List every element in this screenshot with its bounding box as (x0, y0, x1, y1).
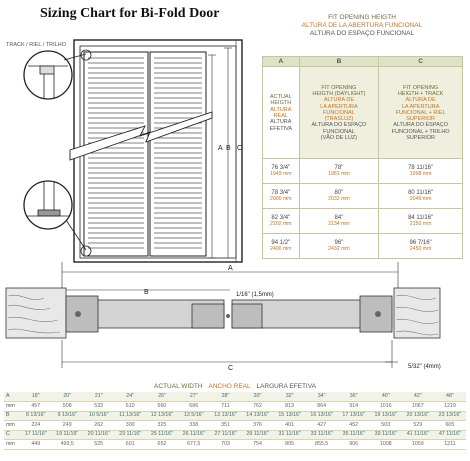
width-cell: 338 (178, 421, 209, 431)
width-cell: 677,5 (178, 440, 209, 450)
width-cell: 499,5 (51, 440, 82, 450)
width-cell: 249 (51, 421, 82, 431)
width-cell: 457 (20, 402, 51, 412)
width-row (4, 392, 466, 402)
width-cell: 40" (370, 392, 402, 402)
sub-c-es1: ALTURA DE (405, 97, 436, 104)
sub-c-pt2: FUNCIONAL + TRILHO (391, 128, 450, 135)
width-cell: 13 13/16" (209, 411, 241, 421)
width-row-label: A (4, 392, 20, 402)
width-cell: 36" (338, 392, 370, 402)
fit-cell-b: 78" 1981 mm (299, 159, 379, 184)
sub-c-pt3: SUPERIOR (406, 135, 435, 142)
width-row (4, 421, 466, 431)
fit-cell-a: 94 1/2" 2400 mm (263, 234, 300, 259)
width-cell: 47 11/16" (434, 430, 466, 440)
width-cell: 20 13/16" (402, 411, 434, 421)
width-cell: 12 13/16" (146, 411, 178, 421)
sub-a-pt1: ALTURA (270, 119, 292, 126)
width-cell: 25 11/16" (146, 430, 178, 440)
width-row-label: mm (4, 421, 20, 431)
width-cell: 762 (242, 402, 274, 412)
width-cell: 601 (114, 440, 145, 450)
width-cell: 805 (274, 440, 306, 450)
width-row-label: mm (4, 440, 20, 450)
width-cell: 605 (434, 421, 466, 431)
col-b-header: B (299, 57, 379, 67)
width-cell: 24" (114, 392, 145, 402)
sub-c-es4: SUPERIOR (406, 116, 435, 123)
col-a-header: A (263, 57, 300, 67)
width-cell: 42" (402, 392, 434, 402)
width-cell: 11 13/16" (114, 411, 145, 421)
width-cell: 660 (146, 402, 178, 412)
sub-c-en2: HEIGTH + TRACK (397, 90, 444, 97)
sub-a-en1: ACTUAL (269, 94, 292, 101)
width-cell: 41 11/16" (402, 430, 434, 440)
width-cell: 1219 (434, 402, 466, 412)
width-cell: 508 (51, 402, 82, 412)
fit-cell-c: 84 11/16" 2150 mm (379, 209, 463, 234)
width-cell: 452 (338, 421, 370, 431)
sub-c-pt1: ALTURA DO ESPAÇO (393, 122, 449, 129)
sub-b-es1: ALTURA DE (323, 97, 354, 104)
fit-column-header-row (263, 57, 463, 67)
sub-c-es2: LA APERTURA (401, 103, 440, 110)
width-title-pt: LARGURA EFETIVA (256, 383, 316, 390)
fit-cell-a: 76 3/4" 1949 mm (263, 159, 300, 184)
sub-b-pt2: FUNCIONAL (323, 128, 355, 135)
width-cell: 1211 (434, 440, 466, 450)
width-cell: 1016 (370, 402, 402, 412)
width-cell: 27" (178, 392, 209, 402)
width-cell: 21" (83, 392, 114, 402)
width-cell: 703 (209, 440, 241, 450)
width-title-es: ANCHO REAL (208, 383, 251, 390)
width-row (4, 430, 466, 440)
width-cell: 15 13/16" (274, 411, 306, 421)
width-cell: 427 (306, 421, 338, 431)
width-cell: 8 13/16" (20, 411, 51, 421)
fit-header-en: FIT OPENING HEIGTH (328, 14, 396, 21)
dim-a-label: A (218, 145, 223, 152)
width-cell: 19 13/16" (370, 411, 402, 421)
width-cell: 35 11/16" (338, 430, 370, 440)
fit-cell-c: 80 11/16" 2049 mm (379, 184, 463, 209)
width-row (4, 402, 466, 412)
width-cell: 18" (20, 392, 51, 402)
width-cell: 262 (83, 421, 114, 431)
width-table-title (0, 383, 470, 390)
fit-cell-b: 80" 2032 mm (299, 184, 379, 209)
width-cell: 503 (370, 421, 402, 431)
width-cell: 376 (242, 421, 274, 431)
width-cell: 224 (20, 421, 51, 431)
fit-header-pt: ALTURA DO ESPAÇO FUNCIONAL (309, 30, 415, 38)
width-row-label: C (4, 430, 20, 440)
track-detail-top (24, 51, 72, 99)
fit-header-es: ALTURA DE LA ABERTURA FUNCIONAL (301, 22, 423, 30)
fit-cell-b: 96" 2432 mm (299, 234, 379, 259)
width-cell: 855,5 (306, 440, 338, 450)
width-cell: 34" (306, 392, 338, 402)
sub-a-es1: ALTURA (270, 106, 292, 113)
width-cell: 23 13/16" (434, 411, 466, 421)
sub-b-en1: FIT OPENING (321, 84, 357, 91)
width-cell: 711 (209, 402, 241, 412)
dim-b-label: B (226, 145, 231, 152)
width-cell: 864 (306, 402, 338, 412)
sub-a-en2: HEIGTH (270, 100, 292, 107)
width-cell: 20 11/16" (83, 430, 114, 440)
width-cell: 351 (209, 421, 241, 431)
width-cell: 29 11/16" (242, 430, 274, 440)
width-cell: 529 (402, 421, 434, 431)
col-b-subheader (299, 67, 379, 159)
width-cell: 1059 (402, 440, 434, 450)
width-cell: 449 (20, 440, 51, 450)
gap-label: 1/16" (1,5mm) (236, 292, 274, 298)
width-cell: 28" (209, 392, 241, 402)
width-row-label: B (4, 411, 20, 421)
width-cell: 813 (274, 402, 306, 412)
fit-cell-a: 78 3/4" 2000 mm (263, 184, 300, 209)
dim-a-plan-label: A (228, 265, 233, 272)
width-row-label: mm (4, 402, 20, 412)
width-cell: 26 11/16" (178, 430, 209, 440)
col-c-subheader (379, 67, 463, 159)
track-label: TRACK / RIEL / TRILHO (6, 42, 66, 48)
clearance-label: 5/32" (4mm) (408, 364, 441, 370)
dim-c-plan-label: C (228, 365, 234, 372)
col-c-header: C (379, 57, 463, 67)
width-cell: 401 (274, 421, 306, 431)
width-table (4, 392, 466, 450)
fit-row (263, 209, 463, 234)
track-detail-bottom (24, 181, 72, 229)
width-cell: 300 (114, 421, 145, 431)
width-cell: 10 5/16" (83, 411, 114, 421)
width-cell: 17 13/16" (338, 411, 370, 421)
sub-a-pt2: EFETIVA (269, 125, 293, 132)
fit-cell-c: 96 7/16" 2450 mm (379, 234, 463, 259)
width-cell: 23 11/16" (114, 430, 145, 440)
fit-row (263, 159, 463, 184)
width-cell: 610 (114, 402, 145, 412)
sub-c-es3: FUNCIONAL + RIEL (395, 109, 446, 116)
left-jamb (6, 288, 66, 338)
sub-b-es3: FUNCIONAL (323, 109, 355, 116)
width-cell: 16 13/16" (306, 411, 338, 421)
sub-c-en1: FIT OPENING (403, 84, 439, 91)
sub-b-es2: LA APERTURA (320, 103, 358, 110)
col-a-subheader (263, 67, 300, 159)
width-cell: 754 (242, 440, 274, 450)
dim-c-label: C (237, 145, 243, 152)
sub-b-es4: (TRASLUZ) (324, 116, 354, 123)
width-cell: 32" (274, 392, 306, 402)
width-cell: 686 (178, 402, 209, 412)
width-cell: 1067 (402, 402, 434, 412)
width-title-en: ACTUAL WIDTH (154, 383, 203, 390)
sub-b-en2: HEIGTH (DAYLIGHT) (312, 90, 366, 97)
door-elevation-diagram (0, 0, 262, 265)
sub-a-es2: REAL (273, 112, 288, 119)
width-cell: 13 5/16" (178, 411, 209, 421)
width-cell: 17 11/16" (20, 430, 51, 440)
width-cell: 914 (338, 402, 370, 412)
width-cell: 14 13/16" (242, 411, 274, 421)
fit-opening-table (262, 56, 463, 259)
width-cell: 19 11/16" (51, 430, 82, 440)
width-cell: 20" (51, 392, 82, 402)
fit-table-header (262, 14, 462, 38)
width-cell: 906 (338, 440, 370, 450)
width-cell: 325 (146, 421, 178, 431)
dim-b-plan-label: B (144, 289, 149, 296)
fit-cell-b: 84" 2134 mm (299, 209, 379, 234)
width-cell: 39 11/16" (370, 430, 402, 440)
width-cell: 26" (146, 392, 178, 402)
fit-subheader-row (263, 67, 463, 159)
sub-b-pt1: ALTURA DO ESPAÇO (311, 122, 367, 129)
width-cell: 31 11/16" (274, 430, 306, 440)
width-cell: 27 11/16" (209, 430, 241, 440)
width-row (4, 440, 466, 450)
width-row (4, 411, 466, 421)
width-cell: 48" (434, 392, 466, 402)
page-title: Sizing Chart for Bi-Fold Door (40, 6, 220, 21)
width-cell: 652 (146, 440, 178, 450)
width-cell: 30" (242, 392, 274, 402)
width-cell: 533 (83, 402, 114, 412)
fit-cell-c: 78 11/16" 1998 mm (379, 159, 463, 184)
fit-cell-a: 82 3/4" 2102 mm (263, 209, 300, 234)
width-cell: 33 11/16" (306, 430, 338, 440)
right-jamb (394, 288, 440, 338)
width-cell: 525 (83, 440, 114, 450)
sub-b-pt3: (VÃO DE LUZ) (320, 135, 358, 142)
fit-row (263, 184, 463, 209)
width-cell: 1008 (370, 440, 402, 450)
width-cell: 9 13/16" (51, 411, 82, 421)
fit-row (263, 234, 463, 259)
